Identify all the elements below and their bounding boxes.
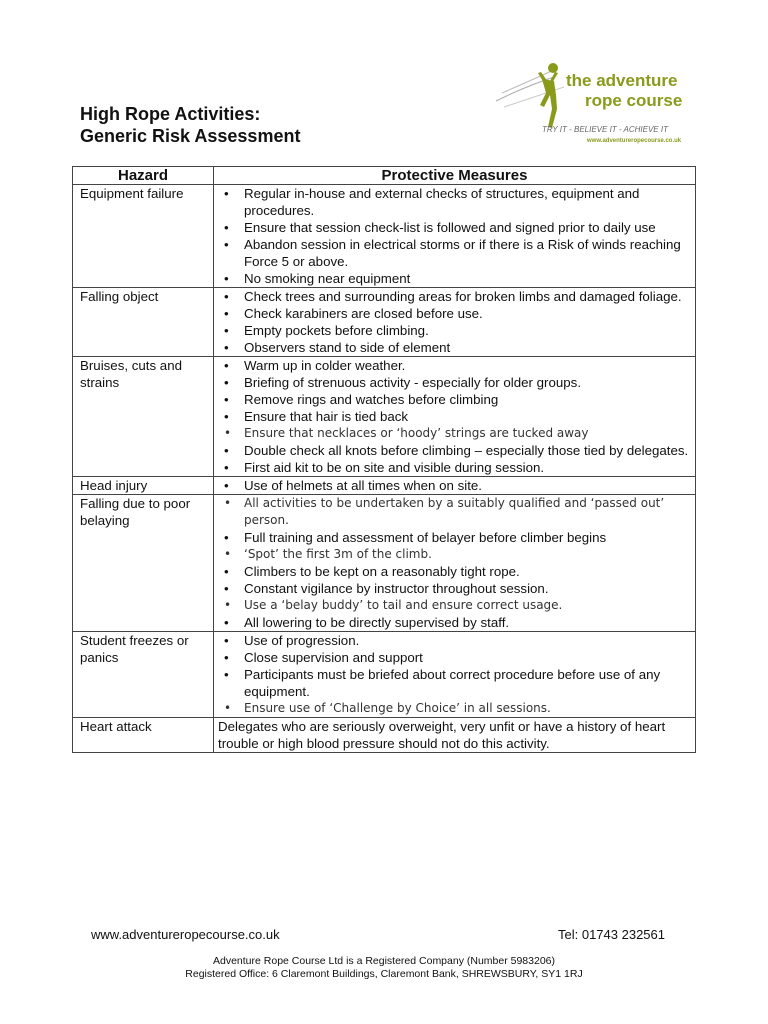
- measure-item: • Abandon session in electrical storms or if there is a Risk of winds reaching Force 5 or above.: [214, 236, 695, 270]
- measures-cell: [214, 495, 696, 632]
- table-header-row: [73, 167, 696, 185]
- measures-cell: [214, 632, 696, 718]
- measures-list: [214, 477, 695, 494]
- measure-item: • Empty pockets before climbing.: [214, 322, 695, 339]
- hazard-cell: Heart attack: [73, 718, 214, 753]
- measure-item: • Remove rings and watches before climbing: [214, 391, 695, 408]
- measures-cell: [214, 288, 696, 357]
- footer-telephone: Tel: 01743 232561: [558, 927, 665, 942]
- measures-cell: Delegates who are seriously overweight, very unfit or have a history of heart trouble or high blood pressure should not do this activity.: [214, 718, 696, 753]
- measure-item: • Check trees and surrounding areas for broken limbs and damaged foliage.: [214, 288, 695, 305]
- hazard-cell: Equipment failure: [73, 185, 214, 288]
- logo-text-line-2: rope course: [585, 91, 683, 110]
- measures-cell: [214, 477, 696, 495]
- measures-list: [214, 357, 695, 476]
- table-row: [73, 288, 696, 357]
- measures-list: [214, 632, 695, 717]
- measures-cell: [214, 357, 696, 477]
- measure-item: • First aid kit to be on site and visible during session.: [214, 459, 695, 476]
- measure-item: • All activities to be undertaken by a suitably qualified and ‘passed out’ person.: [214, 495, 695, 529]
- measure-item: • Ensure that hair is tied back: [214, 408, 695, 425]
- company-logo: [494, 57, 694, 152]
- hazard-cell: Falling due to poor belaying: [73, 495, 214, 632]
- table-row: [73, 185, 696, 288]
- logo-tagline: TRY IT - BELIEVE IT - ACHIEVE IT: [542, 125, 668, 134]
- measure-item: • Check karabiners are closed before use.: [214, 305, 695, 322]
- measures-cell: [214, 185, 696, 288]
- hazard-cell: Bruises, cuts and strains: [73, 357, 214, 477]
- measure-item: • Ensure that necklaces or ‘hoody’ strings are tucked away: [214, 425, 695, 442]
- measure-item: • Close supervision and support: [214, 649, 695, 666]
- risk-assessment-table: [72, 166, 696, 753]
- measure-item: • Constant vigilance by instructor throughout session.: [214, 580, 695, 597]
- measure-item: • No smoking near equipment: [214, 270, 695, 287]
- footer-website: www.adventureropecourse.co.uk: [91, 927, 280, 942]
- measure-item: • Full training and assessment of belayer before climber begins: [214, 529, 695, 546]
- measure-item: • Double check all knots before climbing – especially those tied by delegates.: [214, 442, 695, 459]
- measures-list: [214, 495, 695, 631]
- title-line-1: High Rope Activities:: [80, 104, 261, 124]
- table-row: [73, 357, 696, 477]
- measure-item: • All lowering to be directly supervised by staff.: [214, 614, 695, 631]
- measure-item: • Participants must be briefed about correct procedure before use of any equipment.: [214, 666, 695, 700]
- measure-item: • Briefing of strenuous activity - especially for older groups.: [214, 374, 695, 391]
- measure-item: • Climbers to be kept on a reasonably tight rope.: [214, 563, 695, 580]
- page-title: [80, 103, 300, 147]
- measure-item: • ‘Spot’ the first 3m of the climb.: [214, 546, 695, 563]
- table-row: [73, 718, 696, 753]
- measures-list: [214, 185, 695, 287]
- logo-url: www.adventureropecourse.co.uk: [587, 138, 682, 144]
- column-header-hazard: Hazard: [73, 167, 214, 185]
- footer-registration-line-2: Registered Office: 6 Claremont Buildings, Claremont Bank, SHREWSBURY, SY1 1RJ: [185, 968, 583, 980]
- table-row: [73, 477, 696, 495]
- measure-item: • Ensure that session check-list is followed and signed prior to daily use: [214, 219, 695, 236]
- table-row: [73, 495, 696, 632]
- measure-item: • Warm up in colder weather.: [214, 357, 695, 374]
- title-line-2: Generic Risk Assessment: [80, 126, 301, 146]
- measure-item: • Ensure use of ‘Challenge by Choice’ in all sessions.: [214, 700, 695, 717]
- measure-item: • Use of progression.: [214, 632, 695, 649]
- measure-item: • Use a ‘belay buddy’ to tail and ensure correct usage.: [214, 597, 695, 614]
- hazard-cell: Falling object: [73, 288, 214, 357]
- column-header-protective-measures: Protective Measures: [214, 167, 696, 185]
- table-row: [73, 632, 696, 718]
- measure-item: • Use of helmets at all times when on site.: [214, 477, 695, 494]
- hazard-cell: Student freezes or panics: [73, 632, 214, 718]
- footer-registration: [0, 955, 768, 981]
- measures-list: [214, 288, 695, 356]
- measure-item: • Observers stand to side of element: [214, 339, 695, 356]
- measure-item: • Regular in-house and external checks of structures, equipment and procedures.: [214, 185, 695, 219]
- footer-registration-line-1: Adventure Rope Course Ltd is a Registered Company (Number 5983206): [212, 955, 556, 967]
- hazard-cell: Head injury: [73, 477, 214, 495]
- logo-text-line-1: the adventure: [566, 71, 678, 90]
